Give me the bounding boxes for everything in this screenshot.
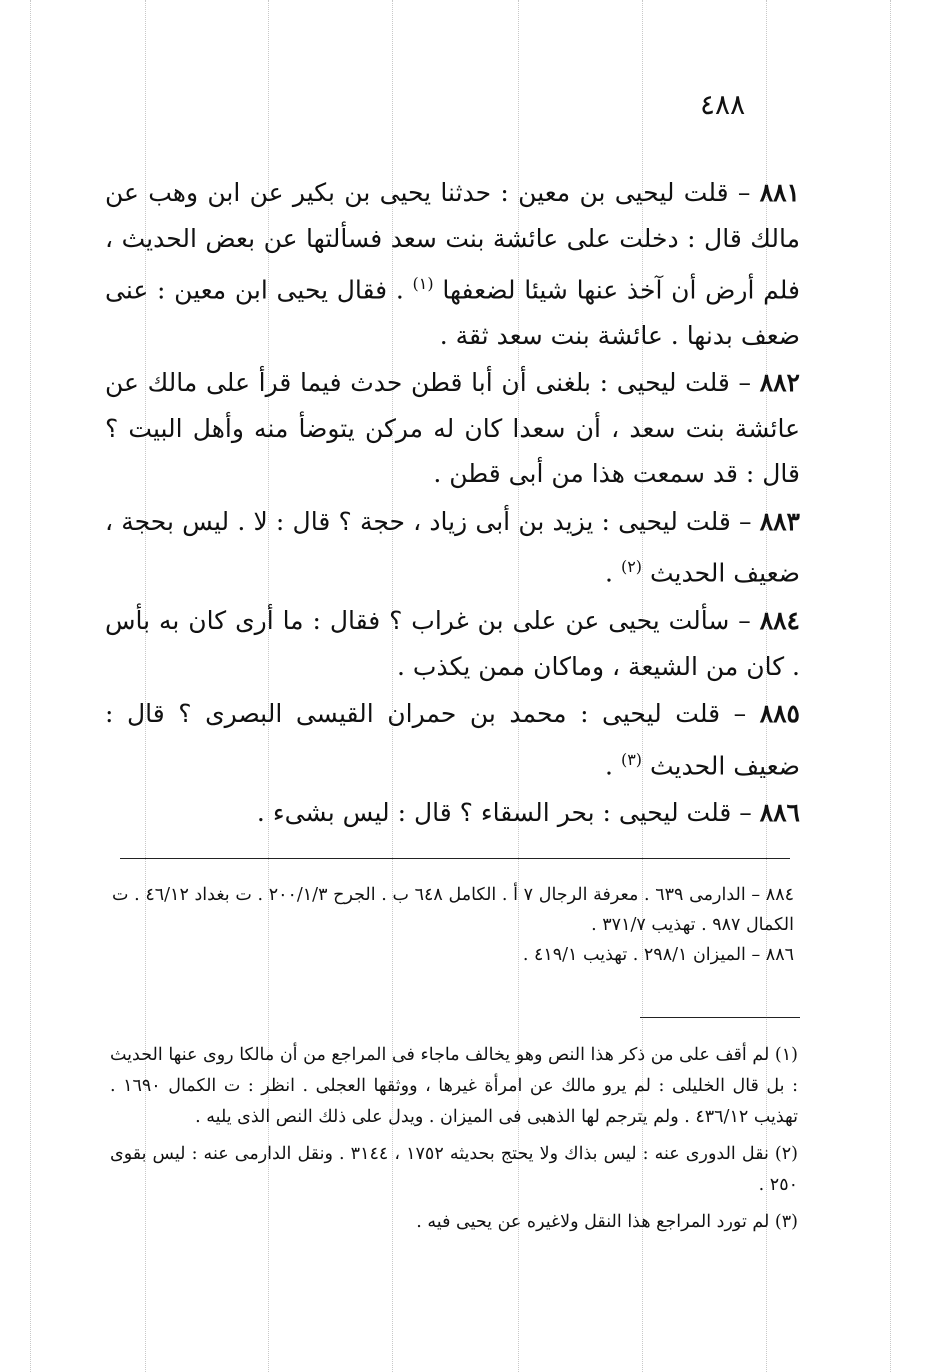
- entry-885: [105, 691, 800, 788]
- entry-882: [105, 360, 800, 497]
- entry-text: – قلت ليحيى : بحر السقاء ؟ قال : ليس بشىء .: [256, 798, 760, 828]
- reference-line: ٨٨٤ – الدارمى ٦٣٩ . معرفة الرجال ٧ أ . الكامل ٦٤٨ ب . الجرح ٢٠٠/١/٣ . ت بغداد ٤٦/١٢ . ت الكمال ٩٨٧ . تهذيب ٣٧١/٧ .: [112, 885, 794, 935]
- entry-number: ٨٨٦: [759, 798, 800, 828]
- entry-886: [105, 790, 800, 836]
- footnote-marker[interactable]: (١): [412, 274, 434, 293]
- entry-text: – قلت ليحيى : يزيد بن أبى زياد ، حجة ؟ قال : لا . ليس بحجة ، ضعيف الحديث: [105, 506, 800, 588]
- section-divider: [120, 858, 790, 859]
- entry-text: – قلت ليحيى بن معين : حدثنا يحيى بن بكير عن ابن وهب عن مالك قال : دخلت على عائشة بنت سعد فسألتها عن بعض الحديث ، فلم أرض أن آخذ عنها شيئا لضعفها: [105, 178, 801, 305]
- entry-number: ٨٨٥: [759, 699, 800, 729]
- entry-881: [105, 170, 800, 358]
- main-text: [105, 170, 800, 838]
- footnote: (٣) لم تورد المراجع هذا النقل ولاغيره عن يحيى فيه .: [416, 1212, 798, 1232]
- scan-guide-line: [890, 0, 891, 1372]
- entry-883: [105, 499, 800, 596]
- footnote-divider: [640, 1017, 800, 1018]
- entry-text-tail: .: [605, 750, 621, 780]
- entry-number: ٨٨٣: [759, 506, 800, 536]
- entry-text: – قلت ليحيى : بلغنى أن أبا قطن حدث فيما قرأ على مالك عن عائشة بنت سعد ، أن سعدا كان له مركن يتوضأ منه وأهل البيت ؟ قال : قد سمعت هذا من أبى قطن .: [105, 368, 800, 489]
- entry-number: ٨٨١: [759, 178, 800, 207]
- reference-line: ٨٨٦ – الميزان ٢٩٨/١ . تهذيب ٤١٩/١ .: [522, 945, 794, 965]
- footnotes-block: [110, 1040, 798, 1244]
- entry-number: ٨٨٤: [759, 606, 800, 636]
- footnote: (٢) نقل الدورى عنه : ليس بذاك ولا يحتج بحديثه ١٧٥٢ ، ٣١٤٤ . ونقل الدارمى عنه : ليس بقوى ٢٥٠ .: [110, 1144, 798, 1195]
- footnote: (١) لم أقف على من ذكر هذا النص وهو يخالف ماجاء فى المراجع من أن مالكا روى عنها الحديث : بل قال الخليلى : لم يرو مالك عن امرأة غيرها ، ووثقها العجلى . انظر : ت الكمال ١٦٩٠ . تهذيب ٤٣٦/١٢ . ولم يترجم لها الذهبى فى الميزان . ويدل على ذلك النص الذى يليه .: [110, 1045, 798, 1127]
- footnote-marker[interactable]: (٣): [620, 749, 643, 769]
- entry-text: – قلت ليحيى : محمد بن حمران القيسى البصرى ؟ قال : ضعيف الحديث: [105, 699, 800, 780]
- entry-text-tail: . فقال يحيى ابن معين : عنى ضعف بدنها . عائشة بنت سعد ثقة .: [105, 275, 800, 350]
- entry-text: – سألت يحيى عن على بن غراب ؟ فقال : ما أرى كان به بأس . كان من الشيعة ، وماكان ممن يكذب .: [105, 606, 800, 681]
- references-block: [112, 880, 794, 970]
- entry-number: ٨٨٢: [759, 368, 800, 398]
- entry-884: [105, 598, 800, 689]
- footnote-marker[interactable]: (٢): [620, 557, 643, 577]
- page-number: ٤٨٨: [700, 88, 746, 121]
- scan-guide-line: [30, 0, 31, 1372]
- entry-text-tail: .: [605, 558, 621, 588]
